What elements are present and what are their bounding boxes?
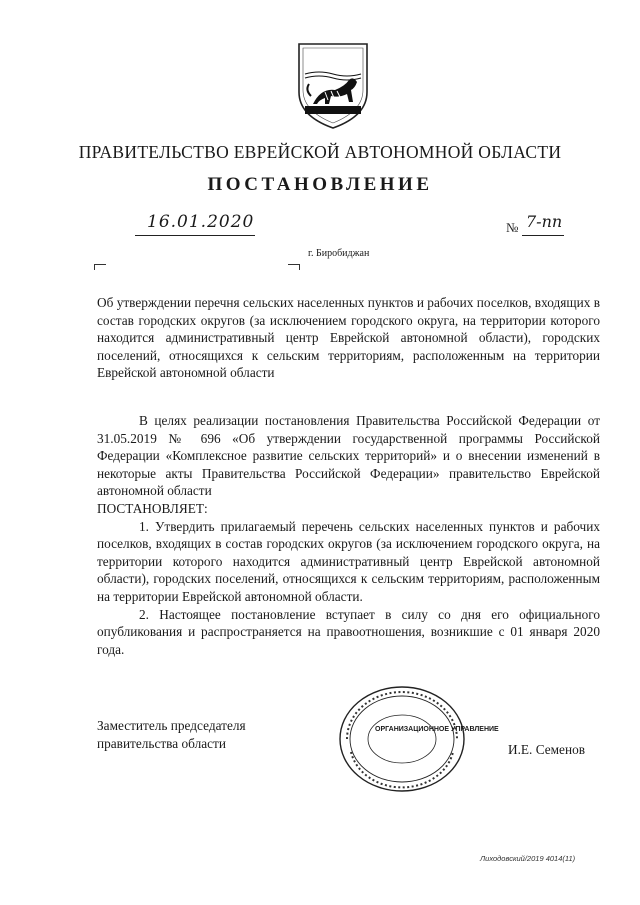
directive-word: ПОСТАНОВЛЯЕТ: [97,500,208,516]
coat-of-arms-emblem [295,40,371,132]
stamp-center-text: ОРГАНИЗАЦИОННОЕ УПРАВЛЕНИЕ [375,726,499,733]
preamble-paragraph: В целях реализации постановления Правительства Российской Федерации от 31.05.2019 № 696 «Об утверждении государственной программы Российской Федерации «Комплексное развитие сельских территорий» и о внесении изменений в некоторые акты Правительства Российской Федерации» правительство Еврейской автономной области [97,413,600,499]
government-title: ПРАВИТЕЛЬСТВО ЕВРЕЙСКОЙ АВТОНОМНОЙ ОБЛАСТИ [78,142,562,162]
executor-footer: Лиходовский/2019 4014(11) [480,854,576,863]
number-sign: № [506,220,519,235]
signer-name: И.Е. Семенов [508,742,585,757]
left-corner-mark [94,264,106,270]
resolution-subject: Об утверждении перечня сельских населенных пунктов и рабочих поселков, входящих в состав городских округов (за исключением городского округа, на территории которого находится административный центр Еврейской автономной области), городских поселений, относящихся к сельским территориям, расположенным на территории Еврейской автономной области [97,295,600,380]
signer-position-line: правительства области [97,736,226,751]
signer-position [97,717,246,753]
document-type-heading: ПОСТАНОВЛЕНИЕ [207,174,433,195]
signer-position-line: Заместитель председателя [97,718,246,733]
number-field [522,211,564,236]
document-date: 16.01.2020 [147,212,255,232]
document-number: 7-пп [526,212,563,231]
official-stamp [337,684,499,794]
list-item: 1. Утвердить прилагаемый перечень сельских населенных пунктов и рабочих поселков, входящих в состав городских округов (за исключением городского округа, на территории которого находится административный центр Еврейской автономной области), городских поселений, относящихся к сельским территориям, расположенным на территории Еврейской автономной области. [97,518,600,604]
date-field [135,211,255,236]
resolution-body [97,412,600,658]
city-name: г. Биробиджан [308,248,370,259]
list-item: 2. Настоящее постановление вступает в силу со дня его официального опубликования и распространяется на правоотношения, возникшие с 01 января 2020 года. [97,606,600,657]
right-corner-mark [288,264,300,270]
